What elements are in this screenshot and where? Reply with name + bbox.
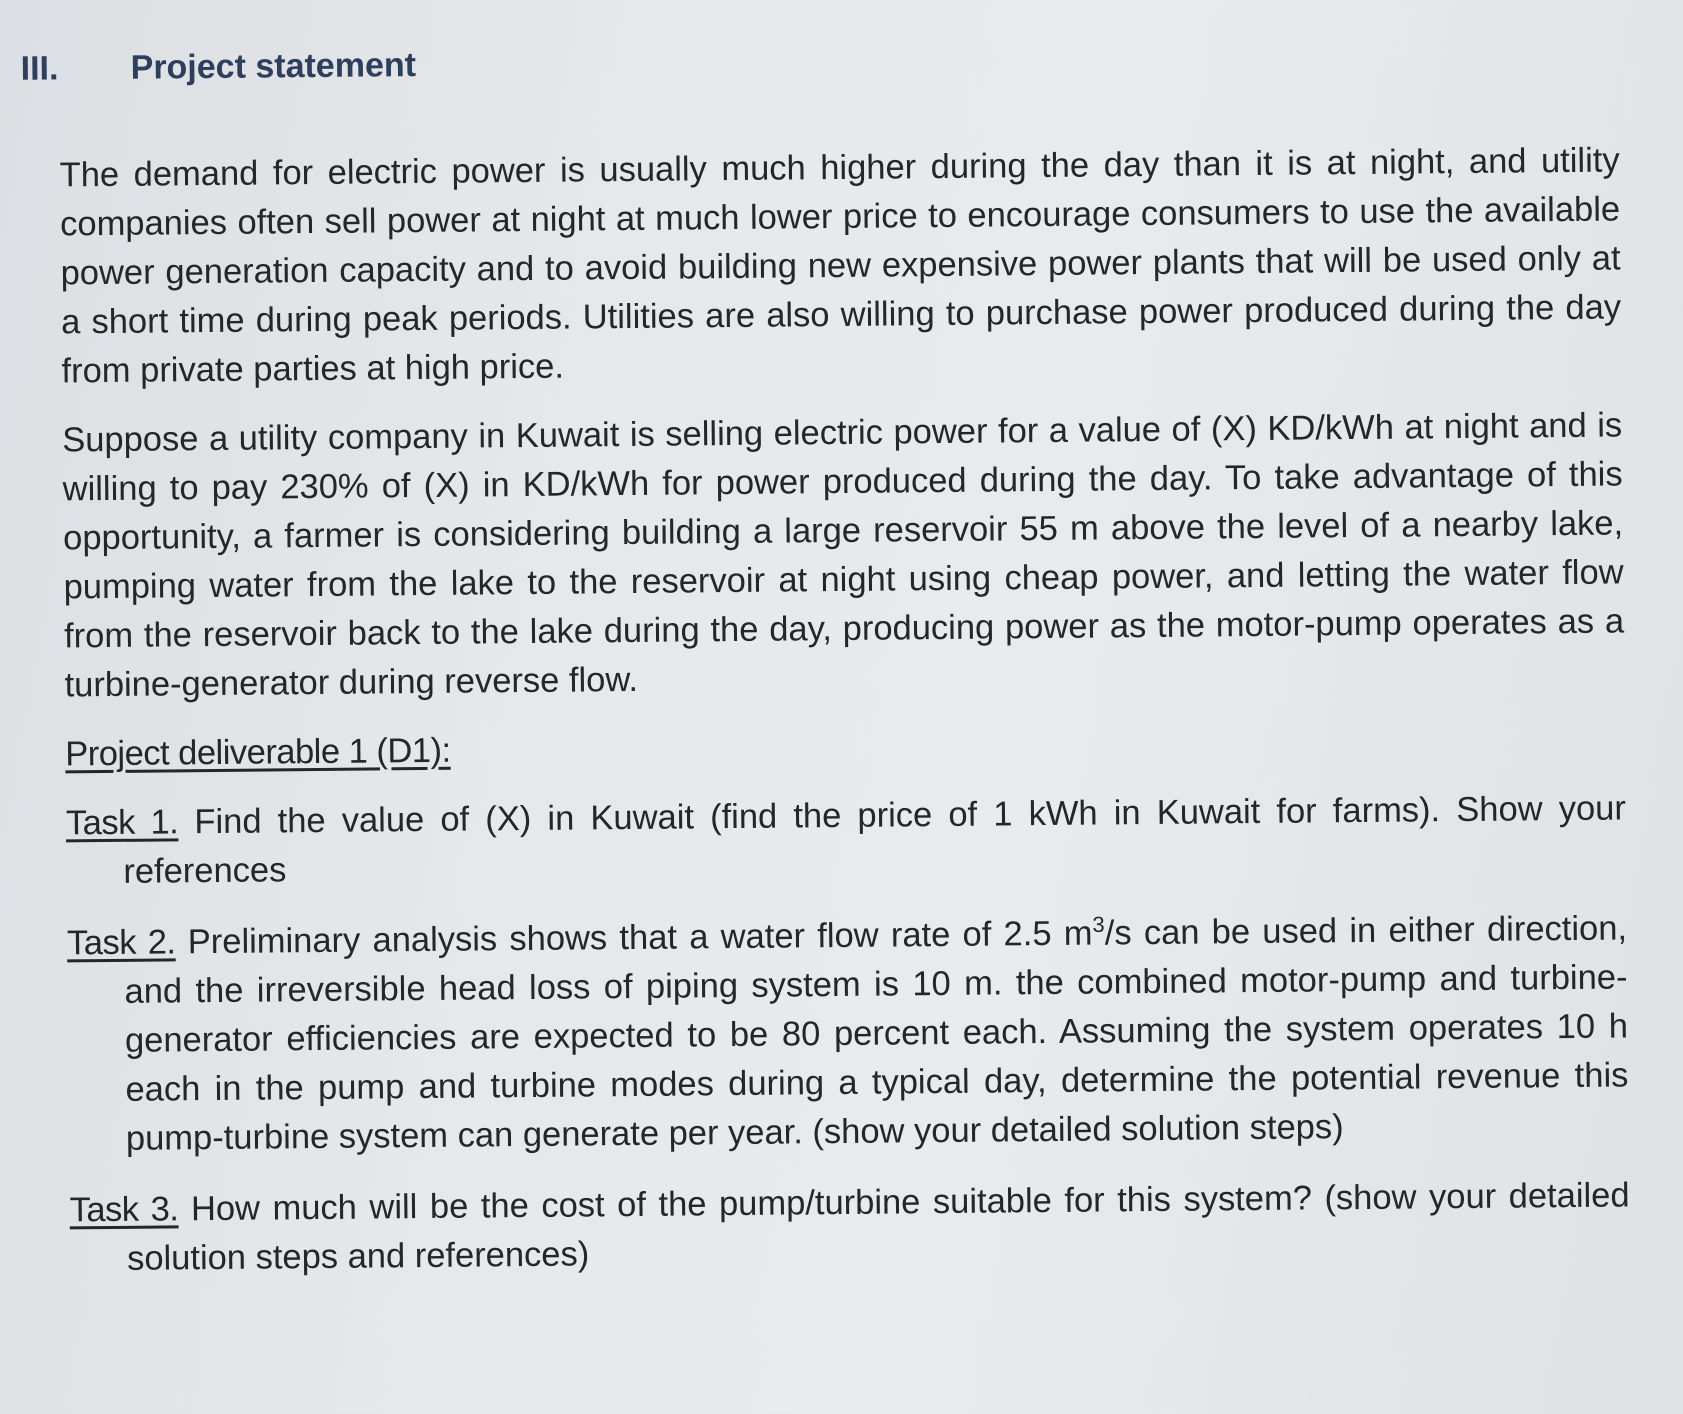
task-2-superscript: 3: [1092, 911, 1105, 938]
task-3-text: How much will be the cost of the pump/turbine suitable for this system? (show your detailed solution steps and references): [126, 1176, 1630, 1278]
task-2-text-end: /s can be used in either direction, and the irreversible head loss of piping system is 10 m. the combined motor-pump and turbine-generator efficiencies are expected to be 80 percent each. Assuming the system operates 10 h each in the pump and turbine modes during a typical day, determine the potential revenue this pump-turbine system can generate per year. (show your detailed solution steps): [124, 909, 1629, 1158]
scenario-paragraph: Suppose a utility company in Kuwait is selling electric power for a value of (X) KD/kWh at night and is willing to pay 230% of (X) in KD/kWh for power produced during the day. To take advantage of this opportunity, a farmer is considering building a large reservoir 55 m above the level of a nearby lake, pumping water from the lake to the reservoir at night using cheap power, and letting the water flow from the reservoir back to the lake during the day, producing power as the motor-pump operates as a turbine-generator during reverse flow.: [62, 406, 1625, 705]
section-title: Project statement: [130, 46, 417, 87]
task-2-label: Task 2.: [66, 923, 176, 963]
task-3: [69, 1171, 1630, 1284]
section-heading: [20, 46, 416, 89]
document-body: [59, 136, 1630, 1306]
intro-paragraph: The demand for electric power is usually much higher during the day than it is at night, and utility companies often sell power at night at much lower price to encourage consumers to use the available power generation capacity and to avoid building new expensive power plants that will be used only at a short time during peak periods. Utilities are also willing to purchase power produced during the day from private parties at high price.: [59, 141, 1622, 391]
task-3-label: Task 3.: [69, 1190, 179, 1230]
task-1: [66, 784, 1627, 897]
deliverable-heading: Project deliverable 1 (D1):: [65, 731, 451, 774]
task-1-label: Task 1.: [65, 803, 179, 843]
task-2-text-start: Preliminary analysis shows that a water flow rate of 2.5 m: [187, 914, 1093, 962]
task-2: [67, 904, 1629, 1164]
task-1-text: Find the value of (X) in Kuwait (find the price of 1 kWh in Kuwait for farms). Show your references: [123, 789, 1627, 891]
section-number: III.: [20, 49, 59, 88]
